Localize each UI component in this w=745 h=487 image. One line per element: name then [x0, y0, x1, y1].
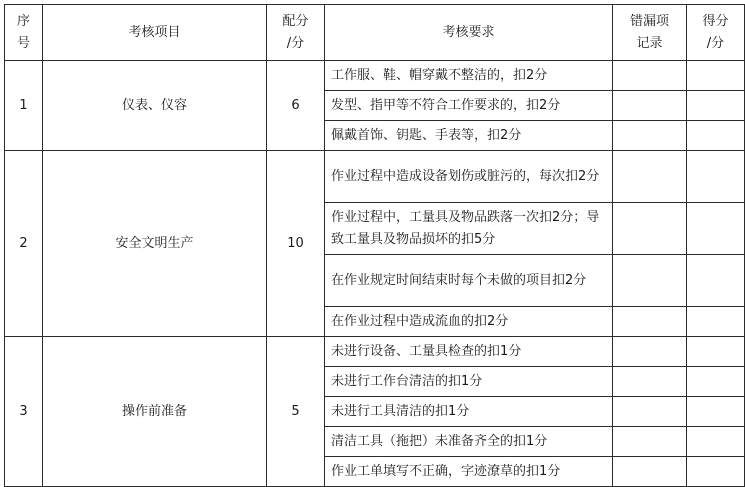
error-record-cell[interactable] — [613, 397, 687, 427]
error-record-cell[interactable] — [613, 457, 687, 487]
group-2-item: 安全文明生产 — [43, 151, 267, 337]
score-got-cell[interactable] — [687, 255, 745, 307]
error-record-cell[interactable] — [613, 255, 687, 307]
header-seq — [5, 5, 43, 61]
score-got-cell[interactable] — [687, 203, 745, 255]
group-2-seq: 2 — [5, 151, 43, 337]
error-record-cell[interactable] — [613, 367, 687, 397]
group-1-item: 仪表、仪容 — [43, 61, 267, 151]
header-score — [267, 5, 325, 61]
header-item — [43, 5, 267, 61]
table-row — [5, 337, 745, 367]
score-got-cell[interactable] — [687, 397, 745, 427]
requirement-cell: 未进行设备、工量具检查的扣1分 — [325, 337, 613, 367]
requirement-cell: 作业过程中造成设备划伤或脏污的，每次扣2分 — [325, 151, 613, 203]
group-3-item: 操作前准备 — [43, 337, 267, 487]
group-3-score: 5 — [267, 337, 325, 487]
assessment-table-container — [4, 4, 745, 487]
score-got-cell[interactable] — [687, 337, 745, 367]
header-error-record — [613, 5, 687, 61]
error-record-cell[interactable] — [613, 427, 687, 457]
requirement-cell: 清洁工具（拖把）未准备齐全的扣1分 — [325, 427, 613, 457]
error-record-cell[interactable] — [613, 121, 687, 151]
requirement-cell: 未进行工具清洁的扣1分 — [325, 397, 613, 427]
assessment-table — [4, 4, 745, 487]
requirement-cell: 在作业规定时间结束时每个未做的项目扣2分 — [325, 255, 613, 307]
group-3-seq: 3 — [5, 337, 43, 487]
score-got-cell[interactable] — [687, 307, 745, 337]
requirement-cell: 作业工单填写不正确，字迹潦草的扣1分 — [325, 457, 613, 487]
score-got-cell[interactable] — [687, 121, 745, 151]
requirement-cell: 发型、指甲等不符合工作要求的，扣2分 — [325, 91, 613, 121]
group-1-score: 6 — [267, 61, 325, 151]
requirement-cell: 工作服、鞋、帽穿戴不整洁的，扣2分 — [325, 61, 613, 91]
group-2-score: 10 — [267, 151, 325, 337]
error-record-cell[interactable] — [613, 307, 687, 337]
requirement-cell: 未进行工作台清洁的扣1分 — [325, 367, 613, 397]
header-got — [687, 5, 745, 61]
score-got-cell[interactable] — [687, 61, 745, 91]
error-record-cell[interactable] — [613, 151, 687, 203]
header-score-text: 配分 /分 — [282, 13, 309, 51]
header-error-record-text: 错漏项 记录 — [629, 13, 669, 51]
error-record-cell[interactable] — [613, 61, 687, 91]
header-got-text: 得分 /分 — [702, 13, 729, 51]
table-row — [5, 61, 745, 91]
score-got-cell[interactable] — [687, 367, 745, 397]
score-got-cell[interactable] — [687, 427, 745, 457]
header-requirement — [325, 5, 613, 61]
requirement-cell: 佩戴首饰、钥匙、手表等，扣2分 — [325, 121, 613, 151]
header-row — [5, 5, 745, 61]
header-seq-text: 序 号 — [16, 13, 30, 51]
header-item-text: 考核项目 — [128, 24, 181, 40]
table-row — [5, 151, 745, 203]
score-got-cell[interactable] — [687, 151, 745, 203]
error-record-cell[interactable] — [613, 337, 687, 367]
score-got-cell[interactable] — [687, 457, 745, 487]
error-record-cell[interactable] — [613, 91, 687, 121]
requirement-cell: 在作业过程中造成流血的扣2分 — [325, 307, 613, 337]
requirement-cell: 作业过程中，工量具及物品跌落一次扣2分；导致工量具及物品损坏的扣5分 — [325, 203, 613, 255]
score-got-cell[interactable] — [687, 91, 745, 121]
group-1-seq: 1 — [5, 61, 43, 151]
header-requirement-text: 考核要求 — [442, 24, 495, 40]
error-record-cell[interactable] — [613, 203, 687, 255]
